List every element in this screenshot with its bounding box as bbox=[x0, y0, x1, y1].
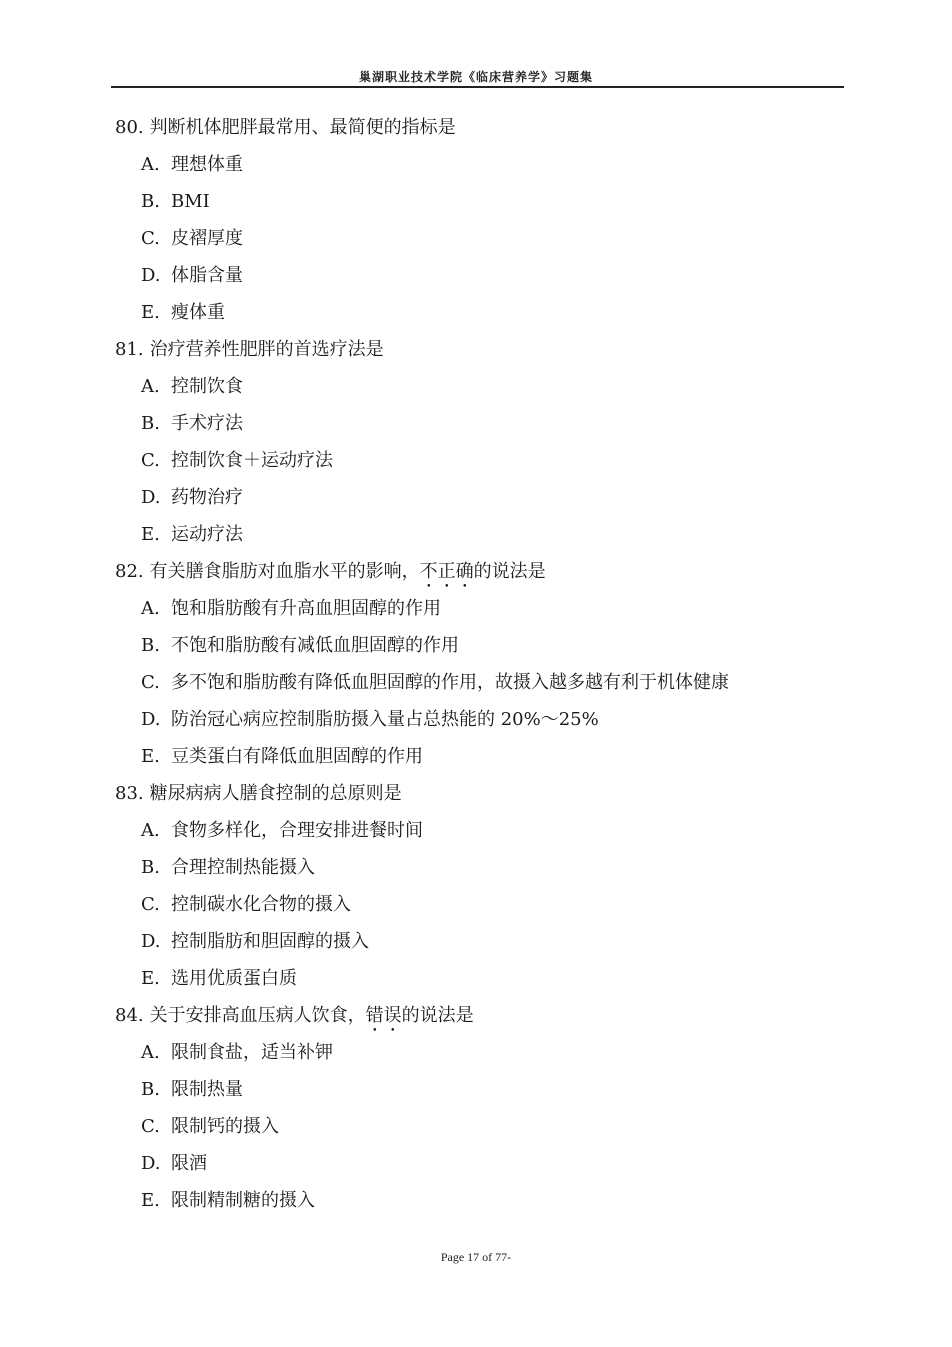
option-text: 皮褶厚度 bbox=[171, 228, 243, 249]
option-e bbox=[115, 964, 835, 1001]
option-c bbox=[115, 446, 835, 483]
option-letter: E. bbox=[141, 746, 160, 767]
option-letter: D. bbox=[141, 931, 161, 952]
option-e bbox=[115, 742, 835, 779]
option-text: 多不饱和脂肪酸有降低血胆固醇的作用，故摄入越多越有利于机体健康 bbox=[171, 672, 729, 693]
option-letter: D. bbox=[141, 1153, 161, 1174]
option-text: 控制碳水化合物的摄入 bbox=[171, 894, 351, 915]
question-text: 判断机体肥胖最常用、最简便的指标是 bbox=[149, 117, 456, 138]
option-letter: B. bbox=[141, 413, 160, 434]
question-83 bbox=[115, 779, 835, 1001]
option-b bbox=[115, 853, 835, 890]
option-a bbox=[115, 594, 835, 631]
option-letter: E. bbox=[141, 968, 160, 989]
header-divider bbox=[111, 86, 844, 88]
question-stem bbox=[115, 113, 835, 150]
option-letter: D. bbox=[141, 709, 161, 730]
emphasized-keyword: 错误 bbox=[365, 1005, 402, 1026]
option-a bbox=[115, 372, 835, 409]
option-e bbox=[115, 520, 835, 557]
option-text: 限制精制糖的摄入 bbox=[171, 1190, 315, 1211]
question-stem bbox=[115, 1001, 835, 1038]
page-number: Page 17 of 77- bbox=[440, 1250, 512, 1264]
option-text: 饱和脂肪酸有升高血胆固醇的作用 bbox=[171, 598, 441, 619]
option-letter: A. bbox=[141, 376, 160, 397]
option-b bbox=[115, 1075, 835, 1112]
option-letter: B. bbox=[141, 857, 160, 878]
question-number: 83. bbox=[115, 783, 144, 804]
option-text: 选用优质蛋白质 bbox=[171, 968, 297, 989]
option-letter: C. bbox=[141, 1116, 160, 1137]
question-text: 糖尿病病人膳食控制的总原则是 bbox=[149, 783, 402, 804]
option-text: 食物多样化，合理安排进餐时间 bbox=[171, 820, 423, 841]
option-text: 限制钙的摄入 bbox=[171, 1116, 279, 1137]
option-letter: C. bbox=[141, 228, 160, 249]
option-c bbox=[115, 890, 835, 927]
option-letter: E. bbox=[141, 1190, 160, 1211]
option-letter: A. bbox=[141, 154, 160, 175]
question-text: 有关膳食脂肪对血脂水平的影响， bbox=[149, 561, 420, 582]
option-text: 瘦体重 bbox=[171, 302, 225, 323]
option-text: BMI bbox=[171, 191, 210, 212]
question-81 bbox=[115, 335, 835, 557]
option-text: 防治冠心病应控制脂肪摄入量占总热能的 20%～25% bbox=[171, 709, 599, 730]
option-e bbox=[115, 1186, 835, 1223]
question-80 bbox=[115, 113, 835, 335]
question-number: 84. bbox=[115, 1005, 144, 1026]
question-number: 80. bbox=[115, 117, 144, 138]
option-text: 控制脂肪和胆固醇的摄入 bbox=[171, 931, 369, 952]
option-text: 限制食盐，适当补钾 bbox=[171, 1042, 333, 1063]
option-text: 运动疗法 bbox=[171, 524, 243, 545]
option-b bbox=[115, 409, 835, 446]
emphasized-keyword: 不正确 bbox=[419, 561, 474, 582]
question-84 bbox=[115, 1001, 835, 1223]
option-d bbox=[115, 927, 835, 964]
option-letter: A. bbox=[141, 820, 160, 841]
option-c bbox=[115, 224, 835, 261]
option-text: 体脂含量 bbox=[171, 265, 243, 286]
option-text: 控制饮食 bbox=[171, 376, 243, 397]
option-text: 合理控制热能摄入 bbox=[171, 857, 315, 878]
page-header-title: 巢湖职业技术学院《临床营养学》习题集 bbox=[358, 70, 593, 84]
option-c bbox=[115, 1112, 835, 1149]
option-letter: E. bbox=[141, 524, 160, 545]
option-d bbox=[115, 483, 835, 520]
option-text: 控制饮食＋运动疗法 bbox=[171, 450, 333, 471]
option-e bbox=[115, 298, 835, 335]
option-letter: B. bbox=[141, 635, 160, 656]
option-text: 限酒 bbox=[171, 1153, 207, 1174]
option-a bbox=[115, 1038, 835, 1075]
option-letter: A. bbox=[141, 598, 160, 619]
option-a bbox=[115, 150, 835, 187]
question-list bbox=[115, 113, 835, 1223]
question-stem bbox=[115, 557, 835, 594]
option-d bbox=[115, 261, 835, 298]
option-a bbox=[115, 816, 835, 853]
option-text: 豆类蛋白有降低血胆固醇的作用 bbox=[171, 746, 423, 767]
option-letter: D. bbox=[141, 265, 161, 286]
question-text: 治疗营养性肥胖的首选疗法是 bbox=[149, 339, 384, 360]
question-number: 82. bbox=[115, 561, 144, 582]
option-letter: A. bbox=[141, 1042, 160, 1063]
option-letter: D. bbox=[141, 487, 161, 508]
option-text: 理想体重 bbox=[171, 154, 243, 175]
option-letter: C. bbox=[141, 450, 160, 471]
question-text-tail: 的说法是 bbox=[401, 1005, 474, 1026]
question-stem bbox=[115, 779, 835, 816]
option-d bbox=[115, 705, 835, 742]
option-text: 不饱和脂肪酸有减低血胆固醇的作用 bbox=[171, 635, 459, 656]
option-letter: B. bbox=[141, 191, 160, 212]
option-b bbox=[115, 631, 835, 668]
option-letter: E. bbox=[141, 302, 160, 323]
question-number: 81. bbox=[115, 339, 144, 360]
option-d bbox=[115, 1149, 835, 1186]
option-c bbox=[115, 668, 835, 705]
question-text-tail: 的说法是 bbox=[473, 561, 546, 582]
option-text: 药物治疗 bbox=[171, 487, 243, 508]
option-text: 限制热量 bbox=[171, 1079, 243, 1100]
option-letter: C. bbox=[141, 894, 160, 915]
option-letter: B. bbox=[141, 1079, 160, 1100]
option-letter: C. bbox=[141, 672, 160, 693]
question-stem bbox=[115, 335, 835, 372]
option-text: 手术疗法 bbox=[171, 413, 243, 434]
question-text: 关于安排高血压病人饮食， bbox=[149, 1005, 366, 1026]
option-b bbox=[115, 187, 835, 224]
question-82 bbox=[115, 557, 835, 779]
